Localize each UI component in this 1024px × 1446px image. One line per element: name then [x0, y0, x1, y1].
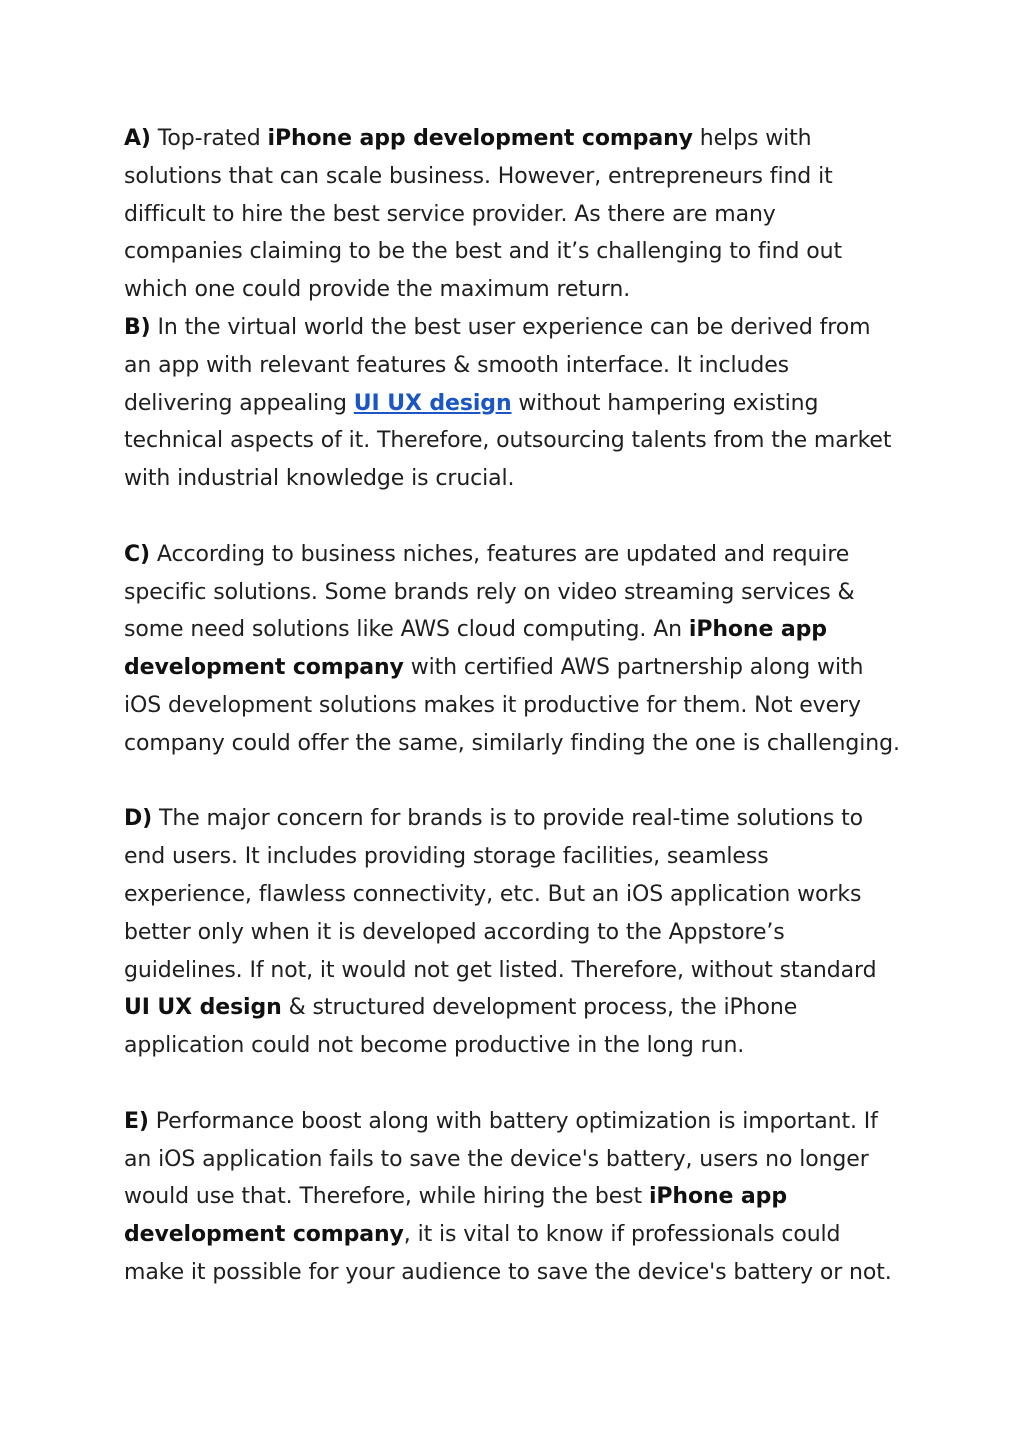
paragraph-d-bold-keyword: UI UX design — [124, 995, 282, 1021]
paragraph-c-bold-keyword: iPhone app development company — [124, 617, 827, 681]
paragraph-e-bold-keyword: iPhone app development company — [124, 1184, 787, 1248]
paragraph-e-marker: E) — [124, 1108, 149, 1134]
paragraph-d-marker: D) — [124, 806, 153, 832]
paragraph-b — [124, 309, 900, 498]
ui-ux-design-link[interactable]: UI UX design — [353, 390, 512, 416]
paragraph-spacer — [124, 1065, 900, 1103]
paragraph-d-text: The major concern for brands is to provide real-time solutions to end users. It includes providing storage facilities, seamless experience, flawless connectivity, etc. But an iOS application works better only when it is developed according to the Appstore’s guidelines. If not, it would not get listed. Therefore, without standard — [124, 806, 877, 983]
paragraph-a-bold-keyword: iPhone app development company — [267, 126, 693, 151]
paragraph-a-marker: A) — [124, 126, 151, 151]
paragraph-e — [124, 1103, 900, 1292]
paragraph-b-marker: B) — [124, 314, 151, 340]
paragraph-c — [124, 536, 900, 763]
paragraph-d — [124, 800, 900, 1065]
paragraph-d-text: & structured development process, the iPhone application could not become productive in the long run. — [124, 995, 798, 1059]
paragraph-c-text: with certified AWS partnership along with iOS development solutions makes it productive for them. Not every company could offer the same, similarly finding the one is challenging. — [124, 655, 900, 756]
paragraph-e-text: , it is vital to know if professionals could make it possible for your audience to save the device's battery or not. — [124, 1222, 892, 1285]
paragraph-c-marker: C) — [124, 541, 151, 567]
paragraph-c-text: According to business niches, features are updated and require specific solutions. Some brands rely on video streaming services & some need solutions like AWS cloud computing. An — [124, 541, 855, 643]
paragraph-spacer — [124, 498, 900, 536]
paragraph-spacer — [124, 763, 900, 801]
paragraph-b-text: without hampering existing technical aspects of it. Therefore, outsourcing talents from the market with industrial knowledge is crucial. — [124, 390, 892, 492]
paragraph-a-text: Top-rated — [150, 126, 268, 151]
paragraph-a-text: helps with solutions that can scale business. However, entrepreneurs find it difficult to hire the best service provider. As there are many companies claiming to be the best and it’s challenging to find out which one could provide the maximum return. — [124, 126, 843, 303]
document-page — [124, 120, 900, 1292]
paragraph-a — [124, 120, 900, 309]
paragraph-e-text: Performance boost along with battery optimization is important. If an iOS application fails to save the device's battery, users no longer would use that. Therefore, while hiring the best — [124, 1108, 878, 1210]
paragraph-b-text: In the virtual world the best user experience can be derived from an app with relevant features & smooth interface. It includes delivering appealing — [124, 314, 871, 416]
